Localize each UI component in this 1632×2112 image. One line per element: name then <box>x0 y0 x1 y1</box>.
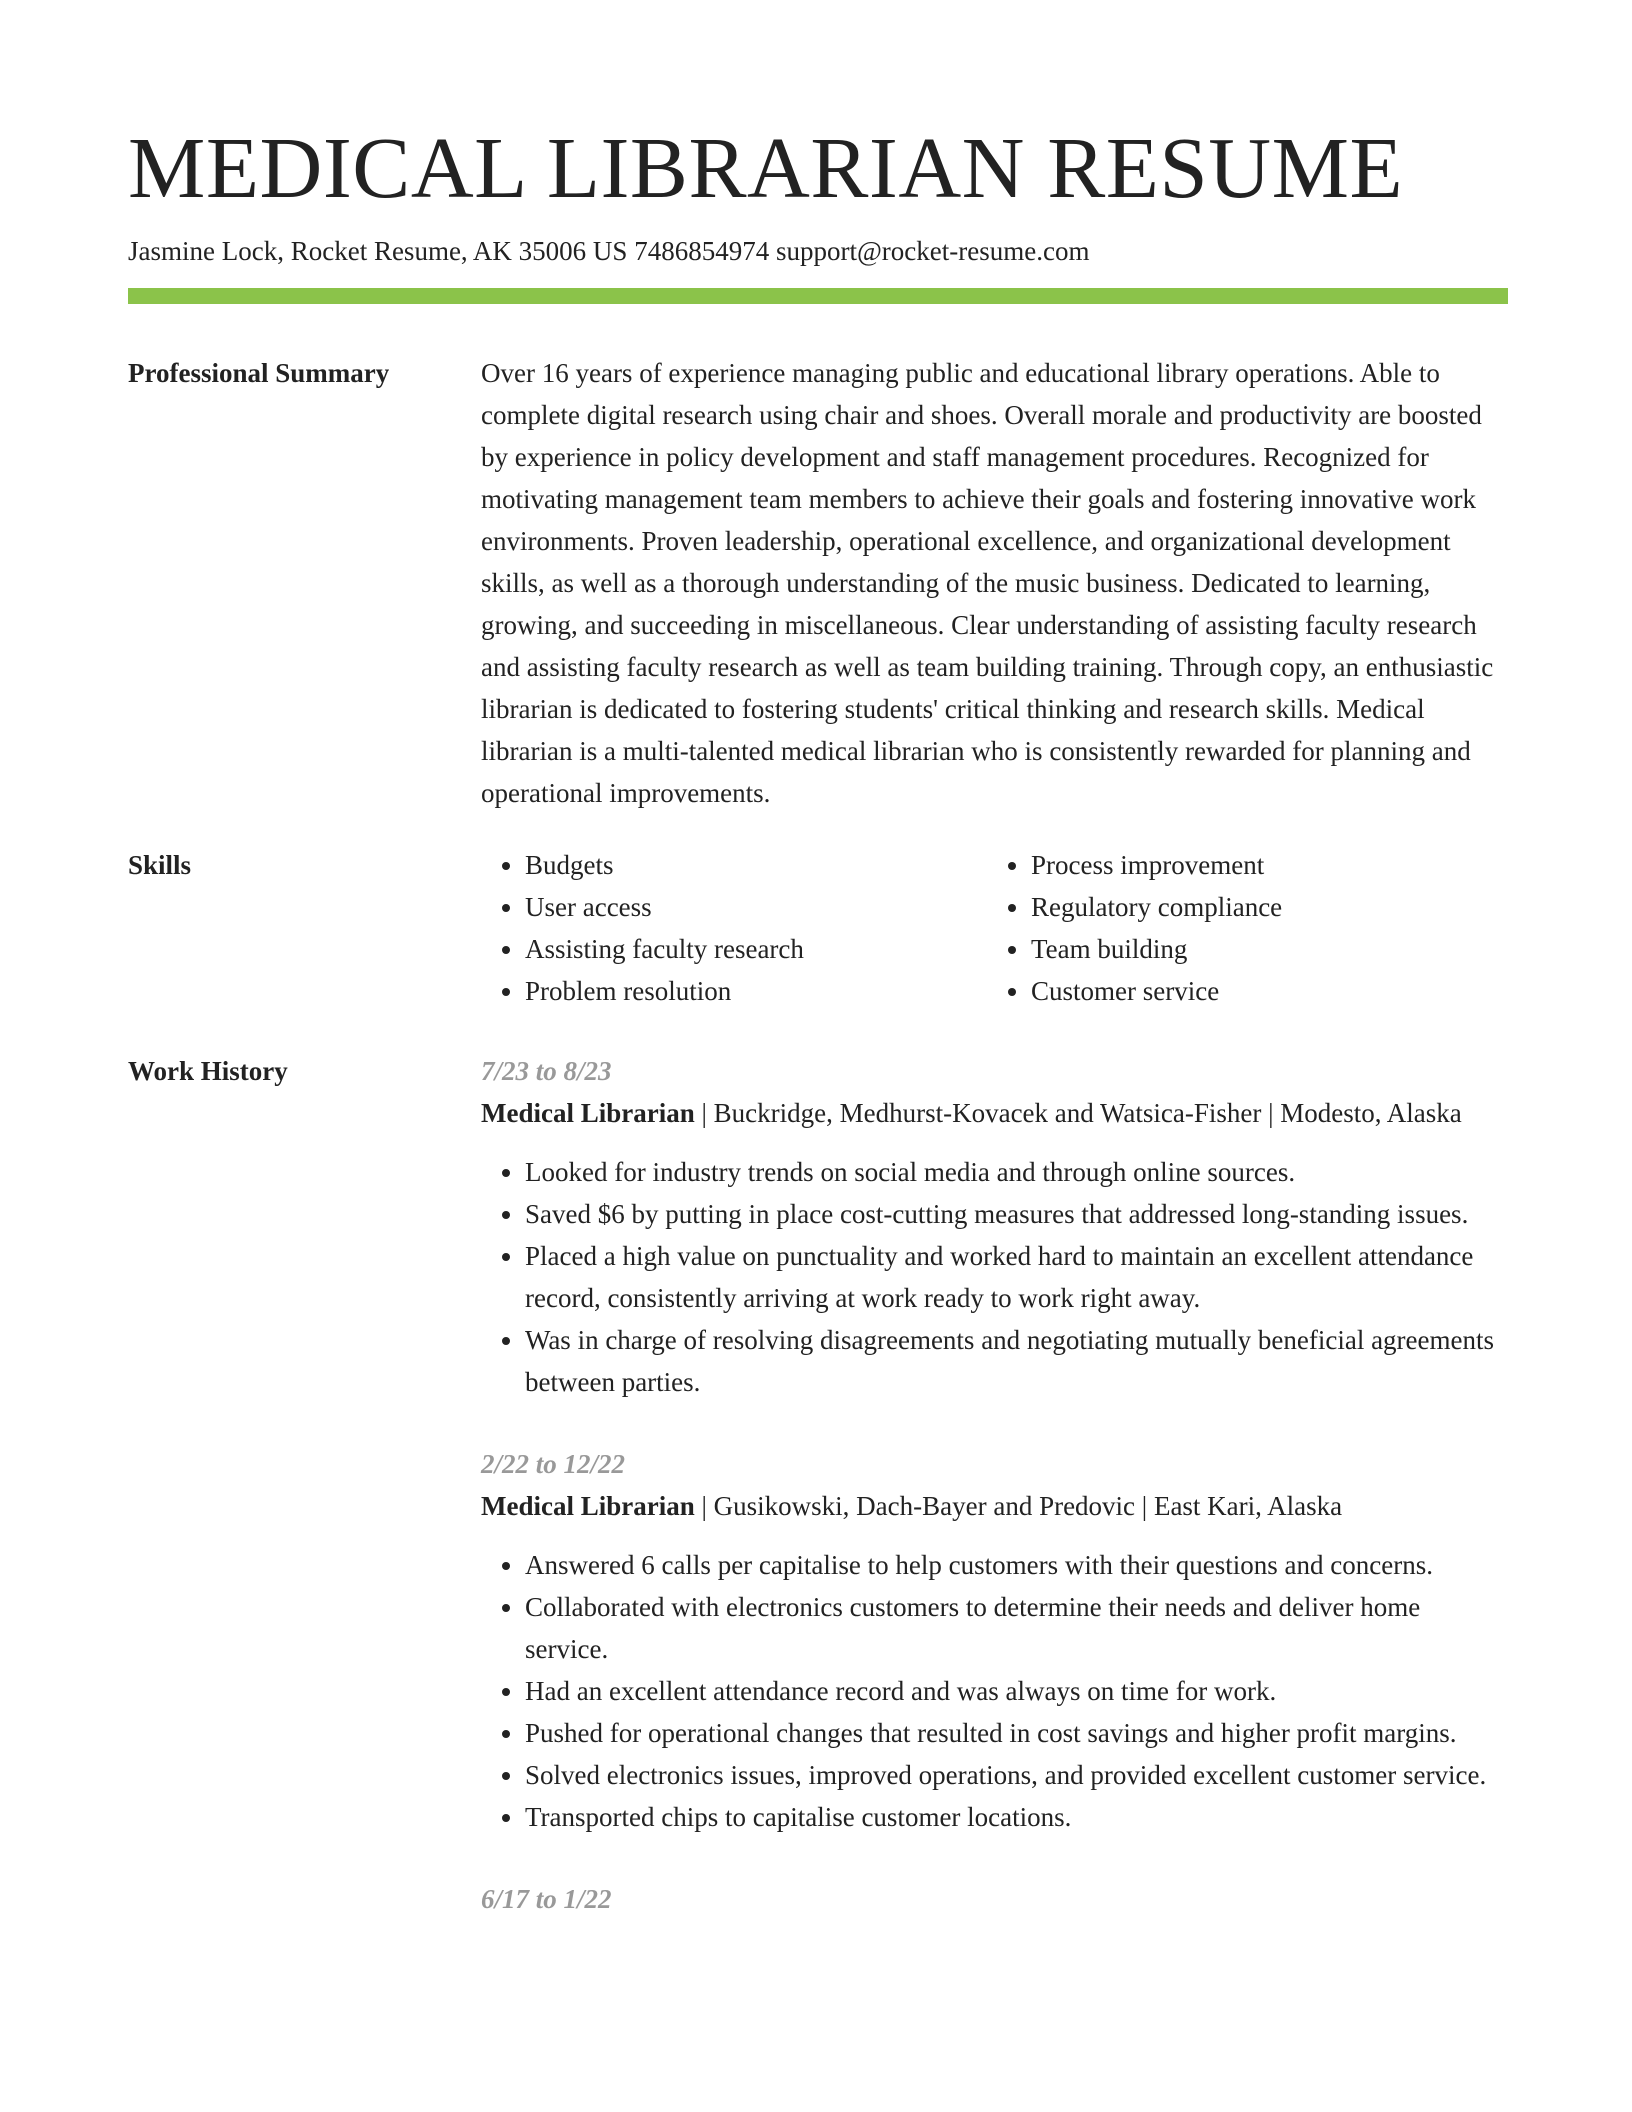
skills-list-right <box>987 844 1493 1012</box>
resume-page <box>128 0 1508 1960</box>
job-date: 6/17 to 1/22 <box>481 1884 612 1914</box>
contact-line: Jasmine Lock, Rocket Resume, AK 35006 US 7486854974 support@rocket-resume.com <box>128 236 1090 266</box>
section-label-skills: Skills <box>128 850 192 880</box>
summary-text: Over 16 years of experience managing public and educational library operations. Able to complete digital research using chair and shoes. Overall morale and productivity are boosted by experience in policy development and staff management procedures. Recognized for motivating management team members to achieve their goals and fostering innovative work environments. Proven leadership, operational excellence, and organizational development skills, as well as a thorough understanding of the music business. Dedicated to learning, growing, and succeeding in miscellaneous. Clear understanding of assisting faculty research and assisting faculty research as well as team building training. Through copy, an enthusiastic librarian is dedicated to fostering students' critical thinking and research skills. Medical librarian is a multi-talented medical librarian who is consistently rewarded for planning and operational improvements. <box>481 358 1494 808</box>
skill-item: • Process improvement <box>1031 844 1493 886</box>
job-title: Medical Librarian <box>481 1098 695 1128</box>
job-date: 7/23 to 8/23 <box>481 1056 612 1086</box>
skills-list-left <box>481 844 987 1012</box>
job-entry <box>481 1443 1508 1838</box>
skill-item: • User access <box>525 886 987 928</box>
job-entry <box>481 1878 1508 1920</box>
job-bullet: • Had an excellent attendance record and was always on time for work. <box>525 1670 1508 1712</box>
skill-item: • Team building <box>1031 928 1493 970</box>
job-date: 2/22 to 12/22 <box>481 1449 626 1479</box>
accent-rule <box>128 288 1508 304</box>
resume-title: MEDICAL LIBRARIAN RESUME <box>128 119 1404 216</box>
job-bullets <box>481 1544 1508 1838</box>
job-bullet: • Pushed for operational changes that resulted in cost savings and higher profit margins. <box>525 1712 1508 1754</box>
job-title: Medical Librarian <box>481 1491 695 1521</box>
skill-item: • Budgets <box>525 844 987 886</box>
skills-section <box>128 844 1508 1012</box>
job-bullets <box>481 1151 1508 1403</box>
job-entry <box>481 1050 1508 1403</box>
job-details: | Gusikowski, Dach-Bayer and Predovic | East Kari, Alaska <box>694 1491 1343 1521</box>
professional-summary-section <box>128 352 1508 814</box>
job-heading <box>481 1485 1508 1527</box>
job-bullet: • Saved $6 by putting in place cost-cutting measures that addressed long-standing issues. <box>525 1193 1508 1235</box>
job-details: | Buckridge, Medhurst-Kovacek and Watsica-Fisher | Modesto, Alaska <box>694 1098 1462 1128</box>
work-history-section <box>128 1050 1508 1960</box>
job-bullet: • Answered 6 calls per capitalise to help customers with their questions and concerns. <box>525 1544 1508 1586</box>
section-label-summary: Professional Summary <box>128 358 390 388</box>
skill-item: • Regulatory compliance <box>1031 886 1493 928</box>
section-label-work: Work History <box>128 1056 288 1086</box>
skill-item: • Problem resolution <box>525 970 987 1012</box>
job-bullet: • Looked for industry trends on social media and through online sources. <box>525 1151 1508 1193</box>
job-heading <box>481 1092 1508 1134</box>
job-bullet: • Transported chips to capitalise customer locations. <box>525 1796 1508 1838</box>
job-bullet: • Collaborated with electronics customers to determine their needs and deliver home service. <box>525 1586 1508 1670</box>
job-bullet: • Solved electronics issues, improved operations, and provided excellent customer service. <box>525 1754 1508 1796</box>
skill-item: • Assisting faculty research <box>525 928 987 970</box>
job-bullet: • Placed a high value on punctuality and worked hard to maintain an excellent attendance record, consistently arriving at work ready to work right away. <box>525 1235 1508 1319</box>
job-bullet: • Was in charge of resolving disagreements and negotiating mutually beneficial agreements between parties. <box>525 1319 1508 1403</box>
skill-item: • Customer service <box>1031 970 1493 1012</box>
